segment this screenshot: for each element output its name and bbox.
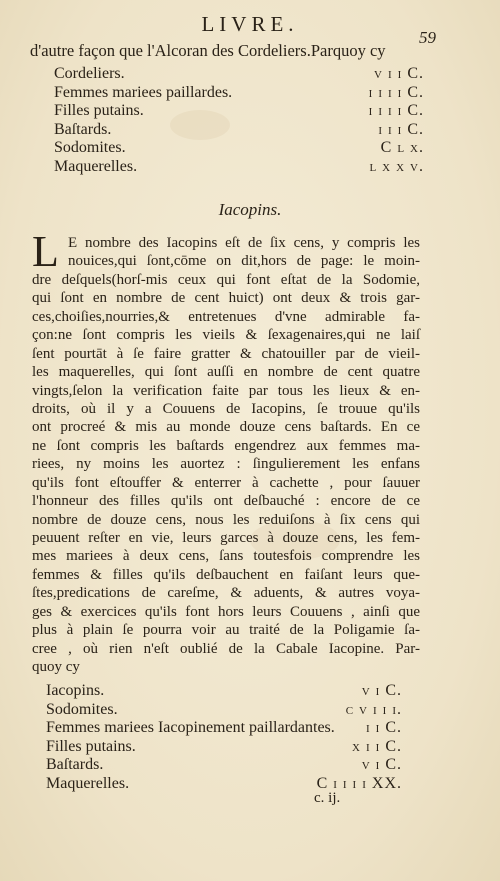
body-line: l'honneur des filles qu'ils ont deſbauché : encore de ce (32, 493, 420, 510)
body-line: vingts,ſelon la verification faite par tous les lieux & en- (32, 382, 420, 399)
tally-row (46, 755, 402, 774)
tally-count: C l x. (380, 139, 424, 156)
body-line: plus à plain ſe pourra voir au traité de la Poligamie ſa- (32, 622, 420, 639)
tally-row (54, 101, 424, 120)
body-line: ne ſont compris les baſtards engendrez aux femmes ma- (32, 437, 420, 454)
tally-row (54, 157, 424, 176)
tally-count: x i i C. (352, 737, 402, 755)
opening-line: d'autre façon que l'Alcoran des Cordeliers.Parquoy cy (30, 41, 386, 60)
tally-label: Filles putains. (54, 102, 144, 119)
tally-row (54, 64, 424, 83)
section-heading: Iacopins. (218, 200, 282, 219)
body-line: peuuent reſter en vie, leurs garces à douze cens, les fem- (32, 530, 420, 546)
tally-label: Femmes mariees Iacopinement paillardantes. (46, 719, 335, 736)
tally-row (54, 120, 424, 139)
tally-count: i i i i C. (368, 83, 424, 101)
running-header: LIVRE. (201, 12, 299, 36)
body-line: les maquerelles, qui ſont auſſi en nombre de cent quatre (32, 364, 420, 381)
tally-count: v i C. (361, 756, 402, 773)
body-line: ces,choiſies,nourries,& entretenues d'vne admirable fa- (32, 308, 420, 325)
body-line: nombre de douze cens, nous les reduiſons à ſix cens qui (32, 511, 420, 528)
body-line: qui ſont en nombre de cent huict) ont deux & trois gar- (32, 290, 420, 307)
tally-label: Sodomites. (46, 700, 118, 718)
tally-label: Baſtards. (46, 756, 104, 773)
body-paragraph (32, 227, 420, 677)
tally-label: Filles putains. (46, 737, 136, 755)
body-line: droits, où il y a Couuens de Iacopins, ſe trouue qu'ils (32, 400, 420, 417)
signature-mark: c. ij. (314, 790, 341, 806)
cordeliers-tally (54, 64, 424, 175)
tally-label: Maquerelles. (46, 774, 130, 792)
tally-count: C i i i i XX. (316, 774, 402, 792)
body-line: qu'ils font eſtouffer & enterrer à cachette , pour ſauuer (32, 474, 420, 491)
tally-label: Femmes mariees paillardes. (54, 83, 233, 101)
tally-count: c v i i i. (345, 700, 402, 718)
body-line: riees, ny moins les auortez : ſingulierement les enfans (32, 456, 420, 473)
body-line: dre deſquels(horſ-mis ceux qui font eſtat de la Sodomie, (32, 271, 420, 288)
tally-row (46, 737, 402, 756)
body-line: ont procreé & mis au monde douze cens baſtards. En ce (32, 419, 420, 436)
tally-count: i i i i C. (368, 102, 424, 119)
body-line: ſent pourtāt à ſe faire gratter & chatouiller par de vieil- (32, 345, 420, 362)
tally-count: l x x v. (369, 157, 424, 175)
body-line: femmes & filles qu'ils deſbauchent en faiſant leurs que- (32, 566, 420, 583)
body-line: ges & exercices qu'ils font hors leurs Couuens , ainſi que (32, 603, 420, 620)
body-line: cree , où rien n'eſt oublié de la Cabale Iacopine. Par- (32, 640, 420, 657)
tally-count: i i i C. (378, 120, 424, 138)
tally-count: v i i C. (374, 65, 424, 82)
body-line: mes mariees à deux cens, ſans toutesfois comprendre les (32, 548, 420, 565)
body-line: ſtes,predications de careſme, & aduents, & autres voya- (32, 585, 420, 602)
iacopins-tally (46, 681, 402, 792)
tally-label: Sodomites. (54, 139, 126, 156)
drop-cap: L (32, 227, 59, 276)
body-line: nouices,qui ſont,cōme on dit,hors de page: le moin- (68, 253, 420, 270)
tally-count: i i C. (366, 719, 402, 736)
tally-row (46, 718, 402, 737)
tally-label: Maquerelles. (54, 157, 138, 175)
tally-row (54, 138, 424, 157)
body-line: E nombre des Iacopins eſt de ſix cens, y compris les (68, 235, 420, 251)
tally-count: v i C. (361, 682, 402, 699)
tally-row (46, 681, 402, 700)
body-line: quoy cy (32, 659, 80, 676)
tally-row (54, 83, 424, 102)
tally-label: Baſtards. (54, 120, 112, 138)
tally-label: Iacopins. (46, 682, 105, 699)
tally-label: Cordeliers. (54, 65, 125, 82)
page-number: 59 (419, 28, 436, 47)
body-line: çon:ne ſont compris les vieils & ſexagenaires,qui ne laiſ (32, 327, 420, 344)
tally-row (46, 700, 402, 719)
tally-row (46, 774, 402, 793)
